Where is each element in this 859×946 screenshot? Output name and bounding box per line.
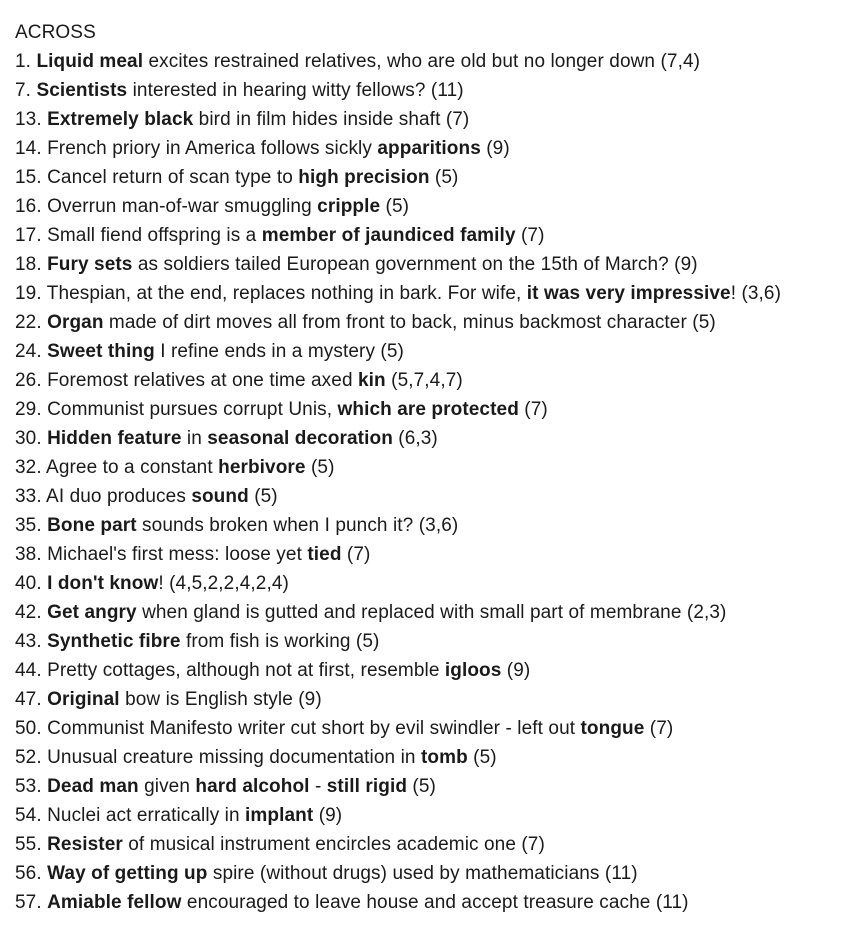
clue-line (15, 627, 855, 656)
clue-wordplay: (6,3) (392, 428, 438, 449)
clue-wordplay: Cancel return of scan type to (47, 167, 299, 188)
clue-definition: cripple (317, 196, 381, 217)
clue-number: 29. (15, 399, 48, 420)
clue-wordplay: Unusual creature missing documentation in (47, 747, 421, 768)
clue-number: 15. (15, 167, 48, 188)
clue-wordplay: Michael's first mess: loose yet (47, 544, 308, 565)
clue-number: 56. (15, 863, 48, 884)
clue-number: 1. (15, 51, 37, 72)
clue-definition: tongue (580, 718, 645, 739)
clue-line (15, 192, 855, 221)
clue-number: 44. (15, 660, 48, 681)
clue-wordplay: made of dirt moves all from front to back, minus backmost character (5) (103, 312, 716, 333)
clue-line (15, 598, 855, 627)
clue-number: 17. (15, 225, 48, 246)
clue-number: 38. (15, 544, 48, 565)
clue-number: 33. (15, 486, 47, 507)
clue-definition: seasonal decoration (207, 428, 393, 449)
clue-number: 54. (15, 805, 48, 826)
clue-wordplay: (9) (501, 660, 531, 681)
clue-number: 57. (15, 892, 48, 913)
clue-number: 47. (15, 689, 48, 710)
clue-definition: Extremely black (47, 109, 194, 130)
clue-line (15, 279, 855, 308)
clue-wordplay: given (138, 776, 196, 797)
clue-definition: it was very impressive (526, 283, 731, 304)
clue-wordplay: encouraged to leave house and accept treasure cache (11) (181, 892, 689, 913)
clue-definition: I don't know (47, 573, 159, 594)
clue-definition: sound (191, 486, 249, 507)
clue-wordplay: (5) (429, 167, 459, 188)
clue-wordplay: Agree to a constant (46, 457, 219, 478)
clue-wordplay: (9) (313, 805, 343, 826)
clue-line (15, 163, 855, 192)
clue-number: 53. (15, 776, 48, 797)
clue-number: 14. (15, 138, 48, 159)
clue-wordplay: (5) (248, 486, 278, 507)
clue-definition: igloos (444, 660, 502, 681)
clue-wordplay: AI duo produces (46, 486, 192, 507)
clue-line (15, 511, 855, 540)
clue-wordplay: - (309, 776, 327, 797)
clue-line (15, 337, 855, 366)
clue-line (15, 482, 855, 511)
clue-line (15, 772, 855, 801)
clue-definition: Hidden feature (47, 428, 182, 449)
section-heading-across: ACROSS (15, 22, 96, 43)
clue-definition: hard alcohol (195, 776, 310, 797)
clue-number: 55. (15, 834, 48, 855)
clue-wordplay: (5) (305, 457, 335, 478)
clue-line (15, 453, 855, 482)
clue-wordplay: Communist pursues corrupt Unis, (47, 399, 338, 420)
clue-line (15, 540, 855, 569)
clue-definition: Resister (47, 834, 123, 855)
clue-line (15, 366, 855, 395)
clue-wordplay: (7) (515, 225, 545, 246)
clue-number: 22. (15, 312, 48, 333)
clue-wordplay: Foremost relatives at one time axed (47, 370, 358, 391)
clue-wordplay: (7) (341, 544, 371, 565)
clue-number: 43. (15, 631, 48, 652)
clue-number: 30. (15, 428, 48, 449)
clue-line (15, 105, 855, 134)
clue-wordplay: as soldiers tailed European government on the 15th of March? (9) (132, 254, 698, 275)
clue-number: 52. (15, 747, 48, 768)
clue-number: 26. (15, 370, 48, 391)
clue-wordplay: (5) (407, 776, 436, 797)
clue-wordplay: ! (3,6) (730, 283, 782, 304)
clue-wordplay: excites restrained relatives, who are old but no longer down (7,4) (143, 51, 701, 72)
clue-line (15, 801, 855, 830)
clue-definition: Sweet thing (47, 341, 155, 362)
clue-definition: Dead man (47, 776, 139, 797)
clue-wordplay: (7) (518, 399, 548, 420)
clue-wordplay: of musical instrument encircles academic one (7) (122, 834, 545, 855)
clue-wordplay: (5) (380, 196, 410, 217)
clue-line (15, 743, 855, 772)
clue-line (15, 250, 855, 279)
clue-definition: Scientists (36, 80, 128, 101)
clue-line (15, 714, 855, 743)
clue-definition: high precision (298, 167, 430, 188)
clue-definition: tied (307, 544, 342, 565)
clue-wordplay: interested in hearing witty fellows? (11) (127, 80, 464, 101)
clue-wordplay: bow is English style (9) (119, 689, 322, 710)
clue-number: 32. (15, 457, 47, 478)
clue-number: 50. (15, 718, 48, 739)
clue-wordplay: Nuclei act erratically in (47, 805, 246, 826)
clue-definition: herbivore (218, 457, 306, 478)
clue-wordplay: from fish is working (5) (180, 631, 380, 652)
clue-line (15, 685, 855, 714)
clue-wordplay: (9) (480, 138, 510, 159)
clue-number: 42. (15, 602, 48, 623)
clue-definition: member of jaundiced family (261, 225, 516, 246)
clue-definition: Liquid meal (36, 51, 144, 72)
clue-line (15, 424, 855, 453)
clue-line (15, 569, 855, 598)
clue-line (15, 308, 855, 337)
clue-definition: still rigid (326, 776, 408, 797)
clue-wordplay: bird in film hides inside shaft (7) (193, 109, 470, 130)
clue-wordplay: when gland is gutted and replaced with small part of membrane (2,3) (136, 602, 727, 623)
clue-line (15, 76, 855, 105)
clue-number: 7. (15, 80, 37, 101)
clue-number: 40. (15, 573, 48, 594)
clue-definition: Original (47, 689, 120, 710)
clue-definition: implant (245, 805, 314, 826)
clue-definition: Synthetic fibre (47, 631, 181, 652)
clue-definition: Get angry (47, 602, 137, 623)
clue-wordplay: Small fiend offspring is a (47, 225, 262, 246)
clue-line (15, 134, 855, 163)
clue-line (15, 888, 855, 917)
clue-wordplay: sounds broken when I punch it? (3,6) (136, 515, 459, 536)
clue-number: 19. (15, 283, 47, 304)
clue-line (15, 859, 855, 888)
clue-definition: Amiable fellow (47, 892, 182, 913)
clue-wordplay: Pretty cottages, although not at first, resemble (47, 660, 445, 681)
clue-number: 35. (15, 515, 48, 536)
clue-wordplay: Communist Manifesto writer cut short by evil swindler - left out (47, 718, 581, 739)
clue-number: 24. (15, 341, 48, 362)
clue-definition: Fury sets (47, 254, 133, 275)
clue-line (15, 830, 855, 859)
clue-wordplay: French priory in America follows sickly (47, 138, 378, 159)
clue-wordplay: ! (4,5,2,2,4,2,4) (158, 573, 289, 594)
clue-line (15, 395, 855, 424)
clue-definition: which are protected (337, 399, 519, 420)
clue-list (15, 47, 855, 917)
clue-definition: kin (358, 370, 386, 391)
clue-line (15, 47, 855, 76)
crossword-clues-document (15, 18, 855, 917)
clue-wordplay: (5,7,4,7) (385, 370, 463, 391)
clue-wordplay: in (181, 428, 208, 449)
clue-wordplay: (7) (644, 718, 674, 739)
clue-wordplay: spire (without drugs) used by mathematicians (11) (207, 863, 638, 884)
clue-definition: apparitions (377, 138, 481, 159)
clue-line (15, 656, 855, 685)
clue-definition: tomb (420, 747, 468, 768)
clue-wordplay: Thespian, at the end, replaces nothing in bark. For wife, (46, 283, 527, 304)
clue-definition: Organ (47, 312, 104, 333)
clue-wordplay: (5) (467, 747, 497, 768)
clue-definition: Bone part (47, 515, 137, 536)
clue-number: 13. (15, 109, 48, 130)
clue-wordplay: I refine ends in a mystery (5) (154, 341, 404, 362)
clue-line (15, 221, 855, 250)
clue-definition: Way of getting up (47, 863, 208, 884)
clue-number: 18. (15, 254, 48, 275)
clue-number: 16. (15, 196, 48, 217)
clue-wordplay: Overrun man-of-war smuggling (47, 196, 318, 217)
